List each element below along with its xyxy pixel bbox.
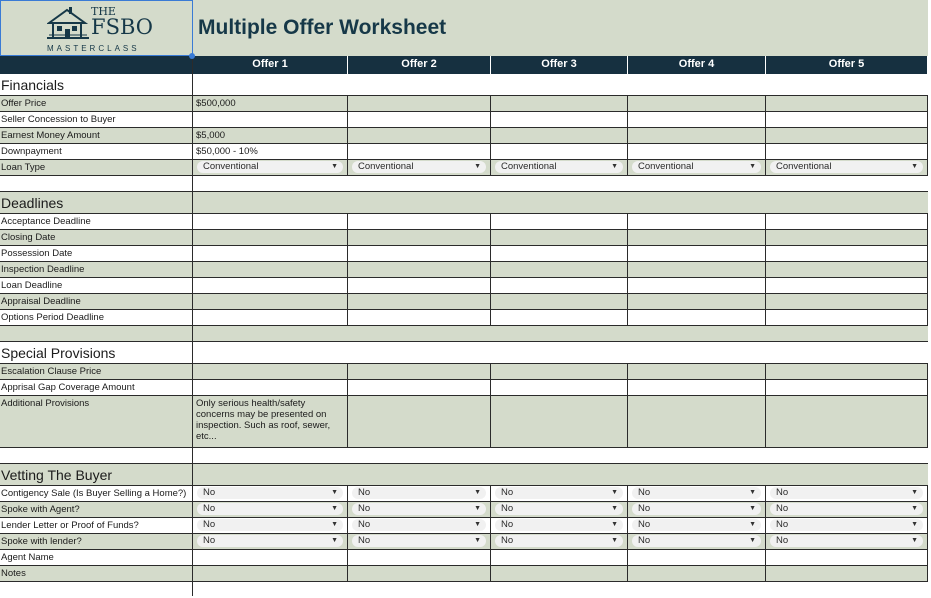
additional-provisions-offer-1[interactable]: Only serious health/safety concerns may be presented on inspection. Such as roof, sewer, etc... [193,396,348,448]
table-row [0,380,928,396]
cell[interactable] [766,278,928,294]
cell[interactable] [766,294,928,310]
cell[interactable] [491,262,628,278]
cell[interactable] [491,214,628,230]
table-row [0,96,928,112]
dropdown-value: No [501,503,514,514]
cell[interactable] [491,144,628,160]
cell [628,518,766,534]
cell [491,534,628,550]
yes-no-dropdown[interactable] [495,519,623,531]
title-row [0,0,928,56]
dropdown-value: Conventional [501,161,557,172]
cell [766,502,928,518]
header-offer-1[interactable]: Offer 1 [193,56,348,74]
cell[interactable] [628,128,766,144]
title-cell[interactable] [193,0,928,56]
section-deadlines [0,192,928,214]
dropdown-value: No [776,519,789,530]
header-offer-5[interactable]: Offer 5 [766,56,928,74]
cell [766,486,928,502]
cell[interactable] [193,112,348,128]
section-heading[interactable]: Deadlines [0,192,193,214]
cell[interactable] [491,278,628,294]
cell[interactable] [0,448,193,464]
cell [628,486,766,502]
header-offer-4[interactable]: Offer 4 [628,56,766,74]
row-label[interactable]: Notes [0,566,193,582]
cell[interactable] [766,230,928,246]
cell[interactable] [0,582,193,596]
table-row [0,310,928,326]
cell [193,502,348,518]
caret-down-icon: ▼ [749,489,756,496]
table-row-additional-provisions [0,396,928,448]
caret-down-icon: ▼ [611,489,618,496]
section-blank[interactable] [193,342,928,364]
yes-no-dropdown[interactable] [352,535,486,547]
cell[interactable] [348,128,491,144]
logo-the: THE [91,5,116,18]
dropdown-value: Conventional [203,161,259,172]
yes-no-dropdown[interactable] [770,503,923,515]
cell [193,534,348,550]
cell[interactable] [766,246,928,262]
cell[interactable] [348,246,491,262]
row-label[interactable]: Additional Provisions [0,396,193,448]
caret-down-icon: ▼ [911,163,918,170]
row-label[interactable]: Possession Date [0,246,193,262]
spacer-row [0,448,928,464]
caret-down-icon: ▼ [331,521,338,528]
yes-no-dropdown[interactable] [770,519,923,531]
table-row [0,278,928,294]
cell [193,518,348,534]
caret-down-icon: ▼ [474,521,481,528]
cell[interactable] [348,380,491,396]
header-offer-2[interactable]: Offer 2 [348,56,491,74]
cell[interactable] [491,364,628,380]
dropdown-value: Conventional [358,161,414,172]
table-row [0,518,928,534]
cell[interactable] [491,550,628,566]
yes-no-dropdown[interactable] [632,519,761,531]
dropdown-value: No [358,535,371,546]
cell[interactable] [766,112,928,128]
cell[interactable] [193,380,348,396]
section-blank[interactable] [193,464,928,486]
cell[interactable] [766,380,928,396]
dropdown-value: No [501,519,514,530]
cell[interactable] [766,214,928,230]
cell[interactable] [193,262,348,278]
row-label[interactable]: Apprisal Gap Coverage Amount [0,380,193,396]
dropdown-value: No [203,535,216,546]
row-label[interactable]: Spoke with lender? [0,534,193,550]
cell[interactable] [628,310,766,326]
logo-cell[interactable] [0,0,193,56]
dropdown-value: No [203,519,216,530]
cell[interactable] [766,96,928,112]
caret-down-icon: ▼ [474,163,481,170]
loan-type-dropdown-5[interactable] [770,161,923,173]
cell [348,534,491,550]
dropdown-value: No [776,535,789,546]
cell [348,502,491,518]
cell[interactable] [491,566,628,582]
cell[interactable] [193,326,928,342]
cell [193,160,348,176]
caret-down-icon: ▼ [749,521,756,528]
loan-type-dropdown-1[interactable] [197,161,343,173]
caret-down-icon: ▼ [749,163,756,170]
header-offer-3[interactable]: Offer 3 [491,56,628,74]
dropdown-value: No [501,487,514,498]
cell[interactable] [348,566,491,582]
row-label[interactable]: Loan Deadline [0,278,193,294]
cell[interactable] [348,550,491,566]
yes-no-dropdown[interactable] [197,535,343,547]
dropdown-value: No [638,535,651,546]
dropdown-value: No [638,503,651,514]
yes-no-dropdown[interactable] [770,535,923,547]
row-label[interactable]: Loan Type [0,160,193,176]
cell[interactable]: $5,000 [193,128,348,144]
header-blank-cell[interactable] [0,56,193,74]
selection-handle[interactable] [189,53,195,59]
row-label[interactable]: Inspection Deadline [0,262,193,278]
table-row [0,144,928,160]
caret-down-icon: ▼ [611,521,618,528]
cell[interactable] [628,278,766,294]
dropdown-value: No [358,487,371,498]
section-financials [0,74,928,96]
dropdown-value: No [638,487,651,498]
cell [628,502,766,518]
cell [193,486,348,502]
table-row [0,550,928,566]
cell [628,160,766,176]
cell[interactable] [491,246,628,262]
section-vetting-the-buyer [0,464,928,486]
cell[interactable] [491,396,628,448]
spacer-row [0,176,928,192]
caret-down-icon: ▼ [911,521,918,528]
cell[interactable]: $500,000 [193,96,348,112]
cell[interactable] [491,96,628,112]
cell[interactable] [193,310,348,326]
yes-no-dropdown[interactable] [495,535,623,547]
dropdown-value: No [358,519,371,530]
row-label[interactable]: Earnest Money Amount [0,128,193,144]
cell[interactable] [628,112,766,128]
cell[interactable] [766,262,928,278]
cell [348,160,491,176]
cell[interactable] [628,566,766,582]
house-icon [47,5,89,41]
caret-down-icon: ▼ [749,537,756,544]
row-label[interactable]: Contigency Sale (Is Buyer Selling a Home?) [0,486,193,502]
cell[interactable] [766,310,928,326]
caret-down-icon: ▼ [611,537,618,544]
caret-down-icon: ▼ [911,537,918,544]
cell[interactable] [766,396,928,448]
section-special-provisions [0,342,928,364]
dropdown-value: No [203,503,216,514]
yes-no-dropdown[interactable] [632,487,761,499]
cell[interactable] [628,396,766,448]
dropdown-value: No [776,503,789,514]
table-row [0,230,928,246]
cell[interactable] [193,246,348,262]
cell[interactable] [766,364,928,380]
cell[interactable] [348,278,491,294]
dropdown-value: Conventional [776,161,832,172]
yes-no-dropdown[interactable] [352,487,486,499]
loan-type-dropdown-4[interactable] [632,161,761,173]
cell[interactable] [766,550,928,566]
spacer-row [0,326,928,342]
loan-type-dropdown-3[interactable] [495,161,623,173]
cell[interactable] [766,128,928,144]
caret-down-icon: ▼ [331,505,338,512]
caret-down-icon: ▼ [331,489,338,496]
yes-no-dropdown[interactable] [495,503,623,515]
cell[interactable] [348,310,491,326]
cell[interactable] [628,230,766,246]
cell[interactable] [491,380,628,396]
row-label[interactable]: Spoke with Agent? [0,502,193,518]
cell[interactable] [193,364,348,380]
yes-no-dropdown[interactable] [197,503,343,515]
cell [348,486,491,502]
dropdown-value: No [358,503,371,514]
table-row [0,364,928,380]
cell[interactable] [628,294,766,310]
cell[interactable] [628,262,766,278]
row-label[interactable]: Agent Name [0,550,193,566]
cell[interactable] [491,128,628,144]
cell [491,518,628,534]
caret-down-icon: ▼ [911,489,918,496]
row-label[interactable]: Escalation Clause Price [0,364,193,380]
cell[interactable] [628,364,766,380]
caret-down-icon: ▼ [611,505,618,512]
row-label[interactable]: Appraisal Deadline [0,294,193,310]
cell[interactable] [628,214,766,230]
caret-down-icon: ▼ [749,505,756,512]
offer-header-row [0,56,928,74]
section-heading[interactable]: Special Provisions [0,342,193,364]
table-row [0,214,928,230]
cell[interactable] [348,396,491,448]
caret-down-icon: ▼ [611,163,618,170]
caret-down-icon: ▼ [331,537,338,544]
cell[interactable] [193,214,348,230]
cell [491,160,628,176]
cell[interactable] [491,112,628,128]
table-row [0,502,928,518]
cell[interactable] [193,230,348,246]
cell[interactable] [0,326,193,342]
table-row [0,262,928,278]
table-row [0,486,928,502]
cell[interactable] [193,294,348,310]
yes-no-dropdown[interactable] [632,503,761,515]
cell[interactable] [348,364,491,380]
caret-down-icon: ▼ [911,505,918,512]
cell[interactable] [193,448,928,464]
cell[interactable] [193,566,348,582]
logo-masterclass: MASTERCLASS [47,44,140,53]
cell[interactable] [766,144,928,160]
row-label[interactable]: Offer Price [0,96,193,112]
cell[interactable] [0,176,193,192]
section-blank[interactable] [193,74,928,96]
yes-no-dropdown[interactable] [352,503,486,515]
cell[interactable] [628,144,766,160]
cell[interactable] [193,550,348,566]
dropdown-value: No [776,487,789,498]
row-label[interactable]: Downpayment [0,144,193,160]
cell[interactable] [348,294,491,310]
section-heading[interactable]: Financials [0,74,193,96]
loan-type-dropdown-2[interactable] [352,161,486,173]
cell[interactable] [628,246,766,262]
cell[interactable] [348,144,491,160]
yes-no-dropdown[interactable] [197,487,343,499]
table-row [0,246,928,262]
row-label[interactable]: Options Period Deadline [0,310,193,326]
table-row [0,112,928,128]
table-row [0,128,928,144]
caret-down-icon: ▼ [474,505,481,512]
cell[interactable] [193,176,928,192]
table-row [0,294,928,310]
dropdown-value: Conventional [638,161,694,172]
caret-down-icon: ▼ [331,163,338,170]
cell[interactable] [628,550,766,566]
yes-no-dropdown[interactable] [495,487,623,499]
table-row [0,534,928,550]
yes-no-dropdown[interactable] [352,519,486,531]
cell [766,518,928,534]
yes-no-dropdown[interactable] [770,487,923,499]
cell[interactable]: $50,000 - 10% [193,144,348,160]
cell[interactable] [348,230,491,246]
logo-fsbo: FSBO [91,15,153,39]
section-heading[interactable]: Vetting The Buyer [0,464,193,486]
cell [766,534,928,550]
section-blank[interactable] [193,192,928,214]
cell[interactable] [491,230,628,246]
cell [491,502,628,518]
page-title: Multiple Offer Worksheet [198,16,447,39]
table-row-loan-type [0,160,928,176]
yes-no-dropdown[interactable] [197,519,343,531]
row-label[interactable]: Acceptance Deadline [0,214,193,230]
cell[interactable] [628,96,766,112]
cell[interactable] [348,262,491,278]
yes-no-dropdown[interactable] [632,535,761,547]
table-row [0,566,928,582]
trailing-row [0,582,928,596]
dropdown-value: No [203,487,216,498]
cell [766,160,928,176]
cell[interactable] [491,310,628,326]
cell[interactable] [193,278,348,294]
cell[interactable] [766,566,928,582]
cell [491,486,628,502]
cell[interactable] [628,380,766,396]
cell[interactable] [348,112,491,128]
cell[interactable] [491,294,628,310]
cell[interactable] [348,96,491,112]
caret-down-icon: ▼ [474,537,481,544]
cell[interactable] [348,214,491,230]
row-label[interactable]: Closing Date [0,230,193,246]
row-label[interactable]: Lender Letter or Proof of Funds? [0,518,193,534]
dropdown-value: No [501,535,514,546]
row-label[interactable]: Seller Concession to Buyer [0,112,193,128]
cell [348,518,491,534]
cell [628,534,766,550]
caret-down-icon: ▼ [474,489,481,496]
dropdown-value: No [638,519,651,530]
